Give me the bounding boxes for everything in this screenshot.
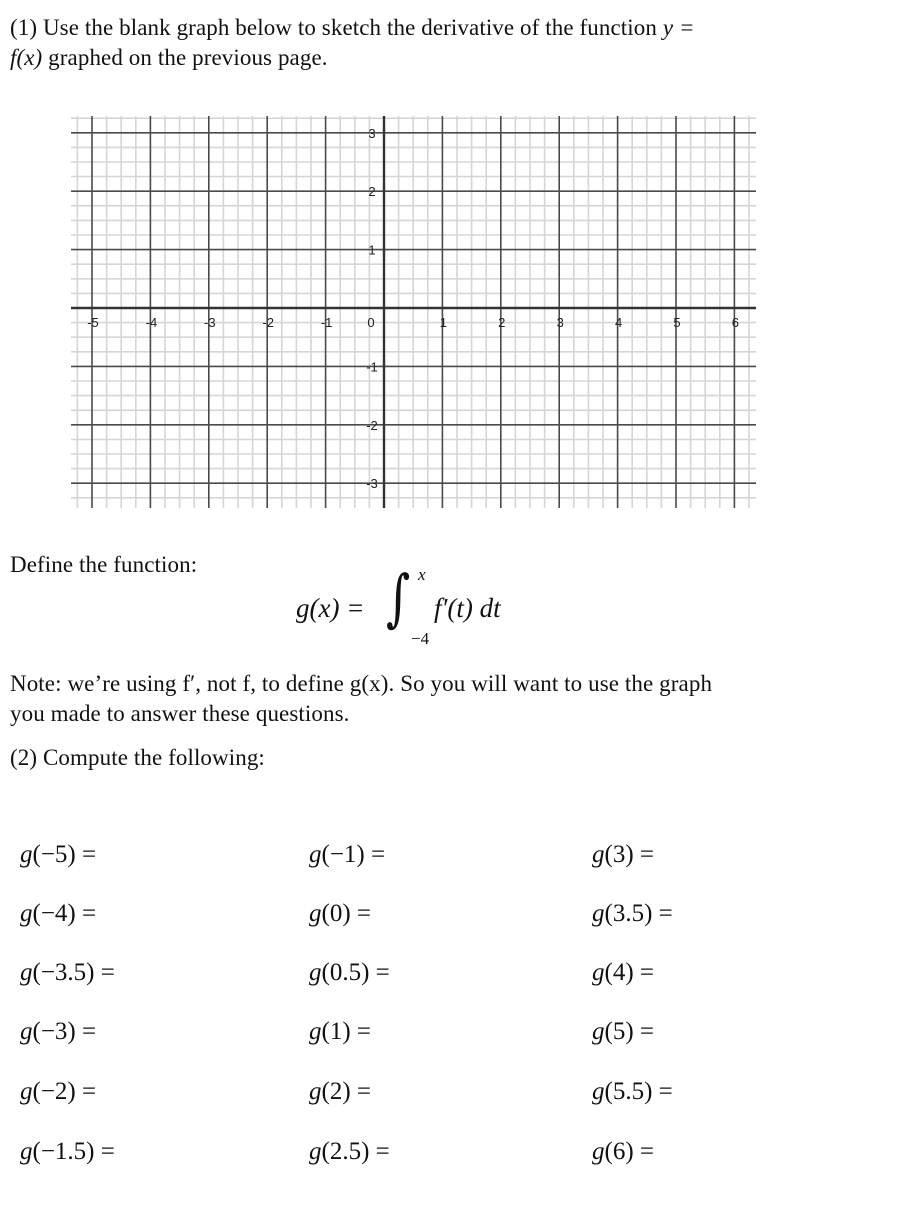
question-1-text-2: graphed on the previous page. <box>42 45 328 70</box>
g-value-expression: g(−3.5) = <box>20 959 115 986</box>
question-1-math-fx: f(x) <box>10 45 43 70</box>
lower-limit: −4 <box>411 629 430 648</box>
note-line-2: you made to answer these questions. <box>10 701 350 726</box>
g-definition-formula <box>296 561 556 648</box>
g-value-expression: g(−3) = <box>20 1018 97 1045</box>
x-tick-label: -5 <box>87 315 99 330</box>
question-1-text: (1) Use the blank graph below to sketch the derivative of the function <box>10 15 663 40</box>
g-value-expression: g(−2) = <box>20 1078 97 1105</box>
g-value-expression: g(−1.5) = <box>20 1138 115 1165</box>
x-tick-label: 1 <box>439 315 448 330</box>
x-tick-label: 0 <box>367 315 375 330</box>
g-value-expression: g(4) = <box>592 959 654 986</box>
g-value-expression: g(5.5) = <box>592 1078 673 1105</box>
x-tick-label: 5 <box>673 315 681 330</box>
x-tick-label: 3 <box>556 315 564 330</box>
g-value-expression: g(5) = <box>592 1018 654 1045</box>
upper-limit: x <box>418 565 426 584</box>
formula-lhs: g(x) = <box>296 593 365 623</box>
g-value-expression: g(1) = <box>309 1018 371 1045</box>
g-value-expression: g(3) = <box>592 841 654 868</box>
integral-sign-icon: ∫ <box>386 561 411 634</box>
define-label: Define the function: <box>10 552 198 577</box>
g-value-expression: g(2) = <box>309 1078 371 1105</box>
g-value-expression: g(−5) = <box>20 841 97 868</box>
g-value-expression: g(−1) = <box>309 841 386 868</box>
question-1-math: y = <box>662 15 695 40</box>
minor-grid-lines <box>71 116 756 508</box>
x-tick-label: 6 <box>731 315 740 330</box>
integrand: f′(t) dt <box>434 593 501 623</box>
y-tick-label: 3 <box>368 125 376 141</box>
g-value-expression: g(3.5) = <box>592 900 673 927</box>
x-tick-label: 2 <box>498 315 506 330</box>
g-value-expression: g(0.5) = <box>309 959 390 986</box>
g-value-expression: g(2.5) = <box>309 1138 390 1165</box>
y-tick-label: 1 <box>368 242 376 258</box>
x-tick-label: -1 <box>320 315 333 330</box>
note-line-1: Note: we’re using f′, not f, to define g(x). So you will want to use the graph <box>10 671 713 696</box>
y-tick-label: -3 <box>366 476 378 492</box>
g-value-expression: g(−4) = <box>20 900 97 927</box>
g-value-expression: g(0) = <box>309 900 371 927</box>
x-tick-label: -4 <box>145 315 158 330</box>
y-tick-label: 2 <box>368 184 376 200</box>
g-value-expression: g(6) = <box>592 1138 654 1165</box>
x-tick-label: 4 <box>614 315 623 330</box>
y-tick-label: -2 <box>366 417 378 433</box>
x-tick-label: -2 <box>262 315 274 330</box>
question-2-label: (2) Compute the following: <box>10 745 265 770</box>
blank-graph-grid[interactable] <box>0 0 910 520</box>
y-tick-label: -1 <box>366 359 378 375</box>
x-tick-label: -3 <box>204 315 216 330</box>
